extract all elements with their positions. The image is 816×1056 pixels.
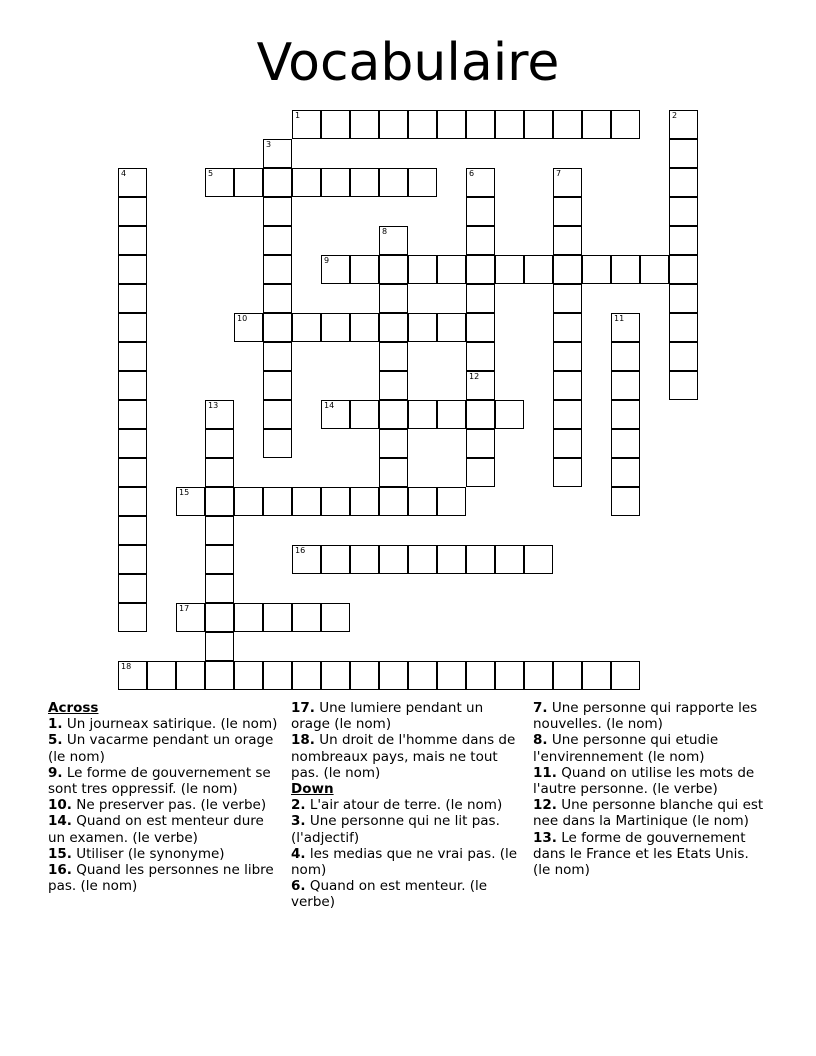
grid-cell[interactable]	[611, 400, 640, 429]
grid-cell[interactable]	[118, 661, 147, 690]
grid-cell[interactable]	[350, 110, 379, 139]
clue	[533, 830, 765, 879]
grid-cell[interactable]	[553, 458, 582, 487]
grid-cell[interactable]	[234, 168, 263, 197]
clue-number-label: 14.	[48, 813, 72, 830]
grid-cell[interactable]	[118, 313, 147, 342]
clue-number: 6	[469, 169, 475, 178]
grid-cell[interactable]	[669, 139, 698, 168]
grid-cell[interactable]	[263, 429, 292, 458]
grid-cell[interactable]	[524, 255, 553, 284]
grid-cell[interactable]	[379, 487, 408, 516]
grid-cell[interactable]	[263, 661, 292, 690]
grid-cell[interactable]	[205, 168, 234, 197]
grid-cell[interactable]	[263, 371, 292, 400]
grid-cell[interactable]	[205, 458, 234, 487]
clue-number-label: 4.	[291, 845, 306, 862]
grid-cell[interactable]	[292, 313, 321, 342]
clue	[48, 813, 280, 845]
grid-cell[interactable]	[669, 110, 698, 139]
grid-cell[interactable]	[408, 400, 437, 429]
grid-cell[interactable]	[118, 603, 147, 632]
clue	[48, 716, 280, 732]
clue-number-label: 6.	[291, 878, 306, 895]
clue-text: Une personne qui etudie l'envirennement (le nom)	[533, 732, 719, 765]
clue-number: 9	[324, 256, 330, 265]
grid-cell[interactable]	[118, 400, 147, 429]
grid-cell[interactable]	[379, 545, 408, 574]
clue	[48, 797, 280, 813]
grid-cell[interactable]	[350, 487, 379, 516]
grid-cell[interactable]	[350, 168, 379, 197]
grid-cell[interactable]	[379, 226, 408, 255]
clue	[533, 732, 765, 764]
clue-number-label: 11.	[533, 764, 557, 781]
grid-cell[interactable]	[350, 400, 379, 429]
grid-cell[interactable]	[669, 197, 698, 226]
clue-number: 14	[324, 401, 335, 410]
grid-cell[interactable]	[263, 487, 292, 516]
clue-text: Une personne blanche qui est nee dans la Martinique (le nom)	[533, 797, 764, 830]
grid-cell[interactable]	[466, 255, 495, 284]
clue	[291, 878, 523, 910]
grid-cell[interactable]	[524, 545, 553, 574]
grid-cell[interactable]	[176, 661, 205, 690]
grid-cell[interactable]	[350, 313, 379, 342]
grid-cell[interactable]	[118, 429, 147, 458]
clue	[533, 700, 765, 732]
grid-cell[interactable]	[118, 516, 147, 545]
grid-cell[interactable]	[611, 661, 640, 690]
grid-cell[interactable]	[205, 487, 234, 516]
grid-cell[interactable]	[234, 661, 263, 690]
clue-number: 3	[266, 140, 272, 149]
grid-cell[interactable]	[466, 313, 495, 342]
grid-cell[interactable]	[466, 342, 495, 371]
grid-cell[interactable]	[263, 603, 292, 632]
grid-cell[interactable]	[263, 342, 292, 371]
clue-number-label: 3.	[291, 813, 306, 830]
grid-cell[interactable]	[379, 400, 408, 429]
grid-cell[interactable]	[292, 545, 321, 574]
grid-cell[interactable]	[263, 255, 292, 284]
clue-number: 15	[179, 488, 190, 497]
grid-cell[interactable]	[408, 255, 437, 284]
grid-cell[interactable]	[553, 255, 582, 284]
grid-cell[interactable]	[321, 110, 350, 139]
grid-cell[interactable]	[263, 168, 292, 197]
grid-cell[interactable]	[350, 661, 379, 690]
grid-cell[interactable]	[176, 487, 205, 516]
clue	[48, 732, 280, 764]
grid-cell[interactable]	[147, 661, 176, 690]
clue-number-label: 5.	[48, 732, 63, 749]
grid-cell[interactable]	[582, 661, 611, 690]
clue-text: Un droit de l'homme dans de nombreaux pays, mais ne tout pas. (le nom)	[291, 732, 516, 781]
grid-cell[interactable]	[292, 110, 321, 139]
grid-cell[interactable]	[553, 110, 582, 139]
clue-text: Le forme de gouvernement dans le France et les Etats Unis. (le nom)	[533, 829, 749, 879]
grid-cell[interactable]	[379, 110, 408, 139]
grid-cell[interactable]	[437, 545, 466, 574]
clue-number: 18	[121, 662, 132, 671]
grid-cell[interactable]	[379, 429, 408, 458]
grid-cell[interactable]	[669, 313, 698, 342]
grid-cell[interactable]	[321, 400, 350, 429]
grid-cell[interactable]	[466, 226, 495, 255]
grid-cell[interactable]	[611, 255, 640, 284]
grid-cell[interactable]	[611, 313, 640, 342]
grid-cell[interactable]	[669, 342, 698, 371]
grid-cell[interactable]	[350, 255, 379, 284]
grid-cell[interactable]	[669, 255, 698, 284]
grid-cell[interactable]	[582, 110, 611, 139]
grid-cell[interactable]	[408, 545, 437, 574]
clue	[48, 765, 280, 797]
clue	[48, 862, 280, 894]
clue-number: 16	[295, 546, 306, 555]
grid-cell[interactable]	[205, 429, 234, 458]
grid-cell[interactable]	[234, 313, 263, 342]
grid-cell[interactable]	[205, 661, 234, 690]
grid-cell[interactable]	[321, 487, 350, 516]
grid-cell[interactable]	[553, 429, 582, 458]
grid-cell[interactable]	[437, 255, 466, 284]
grid-cell[interactable]	[118, 342, 147, 371]
grid-cell[interactable]	[669, 284, 698, 313]
grid-cell[interactable]	[176, 603, 205, 632]
clue-text: Quand on est menteur. (le verbe)	[291, 878, 488, 911]
grid-cell[interactable]	[379, 284, 408, 313]
clue	[48, 846, 280, 862]
grid-cell[interactable]	[408, 313, 437, 342]
grid-cell[interactable]	[263, 226, 292, 255]
grid-cell[interactable]	[205, 603, 234, 632]
grid-cell[interactable]	[205, 574, 234, 603]
grid-cell[interactable]	[379, 342, 408, 371]
clue	[533, 765, 765, 797]
grid-cell[interactable]	[495, 661, 524, 690]
clue-number-label: 18.	[291, 732, 315, 749]
clue-number: 1	[295, 111, 301, 120]
grid-cell[interactable]	[553, 371, 582, 400]
grid-cell[interactable]	[118, 197, 147, 226]
grid-cell[interactable]	[495, 110, 524, 139]
clue-text: Quand les personnes ne libre pas. (le nom)	[48, 862, 274, 895]
grid-cell[interactable]	[669, 371, 698, 400]
grid-cell[interactable]	[118, 545, 147, 574]
clue-text: L'air atour de terre. (le nom)	[309, 797, 503, 814]
grid-cell[interactable]	[321, 545, 350, 574]
clue-text: Quand on est menteur dure un examen. (le verbe)	[48, 813, 264, 846]
clue-number-label: 15.	[48, 845, 72, 862]
grid-cell[interactable]	[350, 545, 379, 574]
grid-cell[interactable]	[263, 284, 292, 313]
grid-cell[interactable]	[553, 168, 582, 197]
clue	[533, 797, 765, 829]
grid-cell[interactable]	[437, 110, 466, 139]
clues-column-3	[533, 700, 765, 878]
clue-text: Une personne qui rapporte les nouvelles. (le nom)	[533, 700, 758, 733]
grid-cell[interactable]	[495, 545, 524, 574]
grid-cell[interactable]	[379, 371, 408, 400]
grid-cell[interactable]	[437, 487, 466, 516]
grid-cell[interactable]	[321, 168, 350, 197]
grid-cell[interactable]	[234, 603, 263, 632]
grid-cell[interactable]	[553, 661, 582, 690]
clue-number: 2	[672, 111, 678, 120]
grid-cell[interactable]	[553, 197, 582, 226]
clue-text: Quand on utilise les mots de l'autre personne. (le verbe)	[533, 764, 755, 798]
grid-cell[interactable]	[118, 284, 147, 313]
grid-cell[interactable]	[611, 458, 640, 487]
grid-cell[interactable]	[292, 487, 321, 516]
grid-cell[interactable]	[669, 226, 698, 255]
grid-cell[interactable]	[437, 661, 466, 690]
down-heading: Down	[291, 781, 334, 798]
grid-cell[interactable]	[321, 255, 350, 284]
grid-cell[interactable]	[408, 661, 437, 690]
grid-cell[interactable]	[466, 429, 495, 458]
grid-cell[interactable]	[495, 400, 524, 429]
grid-cell[interactable]	[118, 226, 147, 255]
clue-text: Le forme de gouvernement se sont tres oppressif. (le nom)	[48, 764, 271, 798]
grid-cell[interactable]	[466, 545, 495, 574]
grid-cell[interactable]	[408, 487, 437, 516]
grid-cell[interactable]	[669, 168, 698, 197]
clue-number-label: 8.	[533, 732, 548, 749]
across-heading: Across	[48, 700, 99, 716]
grid-cell[interactable]	[640, 255, 669, 284]
clue-text: Une personne qui ne lit pas. (l'adjectif)	[291, 813, 500, 846]
grid-cell[interactable]	[524, 110, 553, 139]
clues-column-1	[48, 700, 280, 894]
grid-cell[interactable]	[263, 400, 292, 429]
grid-cell[interactable]	[205, 516, 234, 545]
grid-cell[interactable]	[379, 313, 408, 342]
grid-cell[interactable]	[118, 574, 147, 603]
grid-cell[interactable]	[553, 226, 582, 255]
clue-number-label: 2.	[291, 797, 306, 814]
grid-cell[interactable]	[234, 487, 263, 516]
clue-text: Un journeax satirique. (le nom)	[66, 716, 278, 733]
grid-cell[interactable]	[263, 197, 292, 226]
clue-number: 12	[469, 372, 480, 381]
clue-text: Ne preserver pas. (le verbe)	[76, 797, 267, 814]
grid-cell[interactable]	[466, 168, 495, 197]
clue-number: 10	[237, 314, 248, 323]
clue-number: 8	[382, 227, 388, 236]
clue-number: 11	[614, 314, 625, 323]
grid-cell[interactable]	[466, 661, 495, 690]
grid-cell[interactable]	[582, 255, 611, 284]
grid-cell[interactable]	[379, 255, 408, 284]
grid-cell[interactable]	[321, 661, 350, 690]
grid-cell[interactable]	[524, 661, 553, 690]
grid-cell[interactable]	[263, 313, 292, 342]
grid-cell[interactable]	[611, 371, 640, 400]
grid-cell[interactable]	[379, 168, 408, 197]
grid-cell[interactable]	[118, 487, 147, 516]
clue-number-label: 17.	[291, 700, 315, 716]
clue-text: les medias que ne vrai pas. (le nom)	[291, 845, 518, 879]
grid-cell[interactable]	[553, 400, 582, 429]
grid-cell[interactable]	[437, 313, 466, 342]
clue-number-label: 10.	[48, 797, 72, 814]
grid-cell[interactable]	[466, 458, 495, 487]
grid-cell[interactable]	[611, 487, 640, 516]
clue-number-label: 13.	[533, 829, 557, 846]
clue-number-label: 1.	[48, 716, 63, 733]
grid-cell[interactable]	[466, 197, 495, 226]
grid-cell[interactable]	[263, 139, 292, 168]
grid-cell[interactable]	[292, 168, 321, 197]
clue-number-label: 7.	[533, 700, 548, 716]
grid-cell[interactable]	[118, 168, 147, 197]
grid-cell[interactable]	[466, 400, 495, 429]
puzzle-title: Vocabulaire	[256, 33, 560, 93]
grid-cell[interactable]	[611, 429, 640, 458]
grid-cell[interactable]	[408, 168, 437, 197]
grid-cell[interactable]	[466, 284, 495, 313]
clue-number: 7	[556, 169, 562, 178]
clue-number: 17	[179, 604, 190, 613]
grid-cell[interactable]	[205, 400, 234, 429]
grid-cell[interactable]	[408, 110, 437, 139]
grid-cell[interactable]	[292, 661, 321, 690]
clue	[291, 797, 523, 813]
clue-number: 4	[121, 169, 127, 178]
grid-cell[interactable]	[553, 342, 582, 371]
grid-cell[interactable]	[118, 255, 147, 284]
grid-cell[interactable]	[437, 400, 466, 429]
clue-number-label: 12.	[533, 797, 557, 814]
clue-number-label: 9.	[48, 764, 63, 781]
grid-cell[interactable]	[321, 603, 350, 632]
clue-number: 5	[208, 169, 214, 178]
grid-cell[interactable]	[611, 110, 640, 139]
clue-text: Un vacarme pendant un orage (le nom)	[48, 732, 274, 765]
clues-column-2	[291, 700, 523, 911]
grid-cell[interactable]	[466, 371, 495, 400]
clue-number-label: 16.	[48, 862, 72, 879]
grid-cell[interactable]	[379, 458, 408, 487]
clue-number: 13	[208, 401, 219, 410]
clue	[291, 813, 523, 845]
grid-cell[interactable]	[205, 632, 234, 661]
grid-cell[interactable]	[466, 110, 495, 139]
clue	[291, 700, 523, 732]
clue	[291, 732, 523, 781]
clue-text: Utiliser (le synonyme)	[76, 845, 225, 862]
grid-cell[interactable]	[553, 284, 582, 313]
grid-cell[interactable]	[611, 342, 640, 371]
grid-cell[interactable]	[118, 371, 147, 400]
grid-cell[interactable]	[553, 313, 582, 342]
grid-cell[interactable]	[495, 255, 524, 284]
grid-cell[interactable]	[321, 313, 350, 342]
grid-cell[interactable]	[205, 545, 234, 574]
clue-text: Une lumiere pendant un orage (le nom)	[291, 700, 484, 733]
grid-cell[interactable]	[292, 603, 321, 632]
grid-cell[interactable]	[379, 661, 408, 690]
grid-cell[interactable]	[118, 458, 147, 487]
clue	[291, 846, 523, 878]
